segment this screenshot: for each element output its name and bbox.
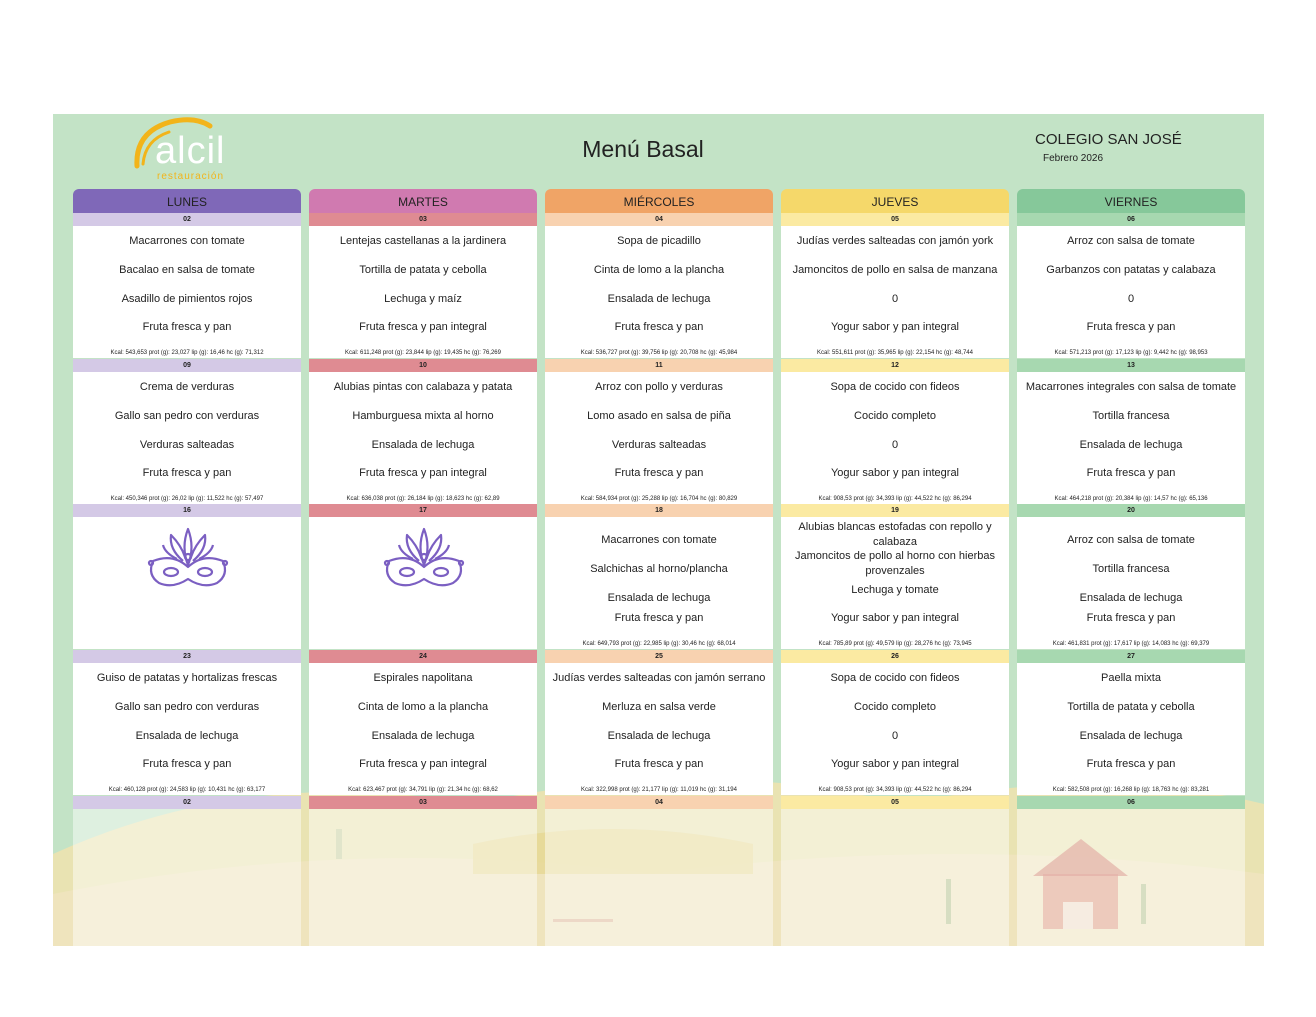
dish-second-course: Jamoncitos de pollo al horno con hierbas provenzales [795,550,995,577]
day-number: 03 [309,796,537,809]
menu-cell [1017,372,1245,504]
school-name: COLEGIO SAN JOSÉ [1035,131,1182,148]
nutrition-info: Kcal: 785,89 prot (g): 49,579 lip (g): 28,276 hc (g): 73,945 [818,641,972,647]
nutrition-info: Kcal: 571,213 prot (g): 17,123 lip (g): 9,442 hc (g): 98,953 [1054,350,1208,356]
dish-side: 0 [1127,293,1135,305]
dish-dessert: Yogur sabor y pan integral [830,758,959,770]
nutrition-info: Kcal: 582,508 prot (g): 16,268 lip (g): 18,763 hc (g): 83,281 [1052,787,1210,793]
day-number: 26 [781,650,1009,663]
menu-cell [781,226,1009,358]
logo-wordmark: alcil [155,130,226,172]
dish-side: Ensalada de lechuga [135,730,239,742]
menu-cell [73,517,301,649]
nutrition-info: Kcal: 623,467 prot (g): 34,791 lip (g): 21,34 hc (g): 68,62 [348,787,498,793]
nutrition-info: Kcal: 460,128 prot (g): 24,583 lip (g): 10,431 hc (g): 63,177 [108,787,266,793]
dish-side: Lechuga y maíz [384,293,462,305]
dish-dessert: Fruta fresca y pan integral [359,467,487,479]
menu-cell [73,372,301,504]
dish-dessert: Fruta fresca y pan [142,758,232,770]
dish-side: Ensalada de lechuga [1079,730,1183,742]
menu-cell [545,809,773,946]
dish-side: Ensalada de lechuga [1079,592,1183,604]
dish-second-course: Tortilla de patata y cebolla [1067,701,1195,713]
dish-second-course: Tortilla francesa [1092,563,1170,575]
day-column-miercoles [545,189,773,946]
dish-side: Ensalada de lechuga [1079,439,1183,451]
dish-dessert: Fruta fresca y pan integral [359,758,487,770]
dish-side: Asadillo de pimientos rojos [121,293,253,305]
menu-cell [545,226,773,358]
dish-second-course: Cinta de lomo a la plancha [593,264,725,276]
dish-first-course: Judías verdes salteadas con jamón york [796,235,994,247]
dish-first-course: Sopa de cocido con fideos [830,381,960,393]
nutrition-info: Kcal: 584,934 prot (g): 25,288 lip (g): 16,704 hc (g): 80,829 [580,496,738,502]
dish-first-course: Arroz con salsa de tomate [1067,534,1195,546]
dish-side: Lechuga y tomate [851,584,939,596]
day-number: 05 [781,796,1009,809]
nutrition-info: Kcal: 636,038 prot (g): 26,184 lip (g): 18,623 hc (g): 62,89 [346,496,500,502]
dish-second-course: Cocido completo [854,410,936,422]
day-number: 16 [73,504,301,517]
dish-second-course: Lomo asado en salsa de piña [587,410,731,422]
menu-cell [1017,663,1245,795]
menu-cell [309,809,537,946]
dish-second-course: Garbanzos con patatas y calabaza [1046,264,1216,276]
dish-dessert: Fruta fresca y pan [614,321,704,333]
day-number: 24 [309,650,537,663]
dish-side: Ensalada de lechuga [607,293,711,305]
dish-dessert: Yogur sabor y pan integral [830,321,959,333]
day-number: 25 [545,650,773,663]
dish-second-course: Cinta de lomo a la plancha [357,701,489,713]
day-number: 20 [1017,504,1245,517]
day-number: 19 [781,504,1009,517]
day-number: 23 [73,650,301,663]
dish-dessert: Fruta fresca y pan [1086,321,1176,333]
day-column-jueves [781,189,1009,946]
dish-first-course: Arroz con salsa de tomate [1067,235,1195,247]
dish-first-course: Guiso de patatas y hortalizas frescas [96,672,278,684]
dish-first-course: Sopa de cocido con fideos [830,672,960,684]
nutrition-info: Kcal: 551,611 prot (g): 35,965 lip (g): 22,154 hc (g): 48,744 [817,350,973,356]
menu-sheet [53,114,1264,946]
menu-cell [1017,226,1245,358]
dish-second-course: Merluza en salsa verde [602,701,716,713]
dish-second-course: Tortilla francesa [1092,410,1170,422]
menu-cell [1017,809,1245,946]
alcil-logo [125,114,255,184]
dish-dessert: Fruta fresca y pan [1086,758,1176,770]
day-number: 02 [73,213,301,226]
day-header-miercoles: MIÉRCOLES [545,189,773,213]
menu-cell [545,517,773,649]
nutrition-info: Kcal: 908,53 prot (g): 34,393 lip (g): 44,522 hc (g): 86,294 [818,496,972,502]
day-number: 18 [545,504,773,517]
menu-cell [545,372,773,504]
day-number: 06 [1017,796,1245,809]
page-title: Menú Basal [582,136,704,162]
nutrition-info: Kcal: 450,346 prot (g): 26,02 lip (g): 11,522 hc (g): 57,497 [110,496,264,502]
day-number: 02 [73,796,301,809]
dish-side: Ensalada de lechuga [371,439,475,451]
dish-side: 0 [891,730,899,742]
day-number: 04 [545,796,773,809]
menu-cell [1017,517,1245,649]
dish-side: Verduras salteadas [139,439,235,451]
dish-first-course: Alubias pintas con calabaza y patata [333,381,513,393]
dish-second-course: Tortilla de patata y cebolla [359,264,487,276]
day-number: 03 [309,213,537,226]
nutrition-info: Kcal: 908,53 prot (g): 34,393 lip (g): 44,522 hc (g): 86,294 [818,787,972,793]
day-column-martes [309,189,537,946]
dish-dessert: Fruta fresca y pan integral [359,321,487,333]
dish-side: Verduras salteadas [611,439,707,451]
day-header-jueves: JUEVES [781,189,1009,213]
day-column-lunes [73,189,301,946]
dish-side: 0 [891,293,899,305]
dish-dessert: Fruta fresca y pan [1086,467,1176,479]
dish-dessert: Yogur sabor y pan integral [830,467,959,479]
menu-cell [73,663,301,795]
dish-first-course: Macarrones con tomate [129,235,245,247]
menu-cell [309,372,537,504]
dish-first-course: Lentejas castellanas a la jardinera [339,235,507,247]
carnival-mask-icon [143,523,233,593]
nutrition-info: Kcal: 611,248 prot (g): 23,844 lip (g): 19,435 hc (g): 76,269 [345,350,501,356]
dish-second-course: Gallo san pedro con verduras [114,701,260,713]
menu-cell [309,663,537,795]
dish-second-course: Salchichas al horno/plancha [590,563,728,575]
day-header-viernes: VIERNES [1017,189,1245,213]
day-header-lunes: LUNES [73,189,301,213]
dish-dessert: Fruta fresca y pan [614,612,704,624]
dish-dessert: Fruta fresca y pan [142,321,232,333]
day-number: 12 [781,359,1009,372]
menu-cell [545,663,773,795]
day-number: 09 [73,359,301,372]
menu-cell [73,226,301,358]
day-number: 06 [1017,213,1245,226]
menu-cell [781,517,1009,649]
carnival-mask-icon [379,523,469,593]
nutrition-info: Kcal: 464,218 prot (g): 20,384 lip (g): 14,57 hc (g): 65,136 [1054,496,1208,502]
menu-cell [781,372,1009,504]
dish-second-course: Cocido completo [854,701,936,713]
dish-first-course: Macarrones con tomate [601,534,717,546]
dish-dessert: Fruta fresca y pan [142,467,232,479]
day-number: 13 [1017,359,1245,372]
dish-dessert: Fruta fresca y pan [1086,612,1176,624]
menu-cell [309,226,537,358]
dish-first-course: Arroz con pollo y verduras [595,381,723,393]
nutrition-info: Kcal: 461,831 prot (g): 17,617 lip (g): 14,083 hc (g): 69,379 [1052,641,1210,647]
dish-second-course: Bacalao en salsa de tomate [119,264,255,276]
dish-dessert: Fruta fresca y pan [614,467,704,479]
nutrition-info: Kcal: 322,998 prot (g): 21,177 lip (g): 11,019 hc (g): 31,194 [581,787,737,793]
dish-dessert: Yogur sabor y pan integral [830,612,959,624]
nutrition-info: Kcal: 536,727 prot (g): 39,756 lip (g): 20,708 hc (g): 45,984 [580,350,738,356]
dish-dessert: Fruta fresca y pan [614,758,704,770]
logo-subtitle: restauración [157,171,225,182]
dish-first-course: Crema de verduras [139,381,235,393]
dish-second-course: Gallo san pedro con verduras [114,410,260,422]
dish-side: 0 [891,439,899,451]
day-number: 05 [781,213,1009,226]
day-column-viernes [1017,189,1245,946]
dish-first-course: Macarrones integrales con salsa de tomate [1025,381,1237,393]
dish-first-course: Alubias blancas estofadas con repollo y calabaza [798,521,992,548]
dish-first-course: Paella mixta [1101,672,1161,684]
day-header-martes: MARTES [309,189,537,213]
dish-second-course: Jamoncitos de pollo en salsa de manzana [792,264,998,276]
day-number: 10 [309,359,537,372]
menu-month: Febrero 2026 [1043,153,1104,164]
menu-cell [781,809,1009,946]
menu-cell [309,517,537,649]
dish-side: Ensalada de lechuga [607,730,711,742]
menu-cell [73,809,301,946]
dish-second-course: Hamburguesa mixta al horno [352,410,494,422]
day-number: 17 [309,504,537,517]
day-number: 04 [545,213,773,226]
dish-side: Ensalada de lechuga [607,592,711,604]
dish-first-course: Sopa de picadillo [617,235,701,247]
nutrition-info: Kcal: 543,653 prot (g): 23,027 lip (g): 16,46 hc (g): 71,312 [110,350,264,356]
day-number: 27 [1017,650,1245,663]
menu-cell [781,663,1009,795]
dish-first-course: Espirales napolitana [373,672,473,684]
day-number: 11 [545,359,773,372]
nutrition-info: Kcal: 649,793 prot (g): 22,985 lip (g): 30,46 hc (g): 68,014 [582,641,736,647]
dish-side: Ensalada de lechuga [371,730,475,742]
dish-first-course: Judías verdes salteadas con jamón serrano [552,672,766,684]
